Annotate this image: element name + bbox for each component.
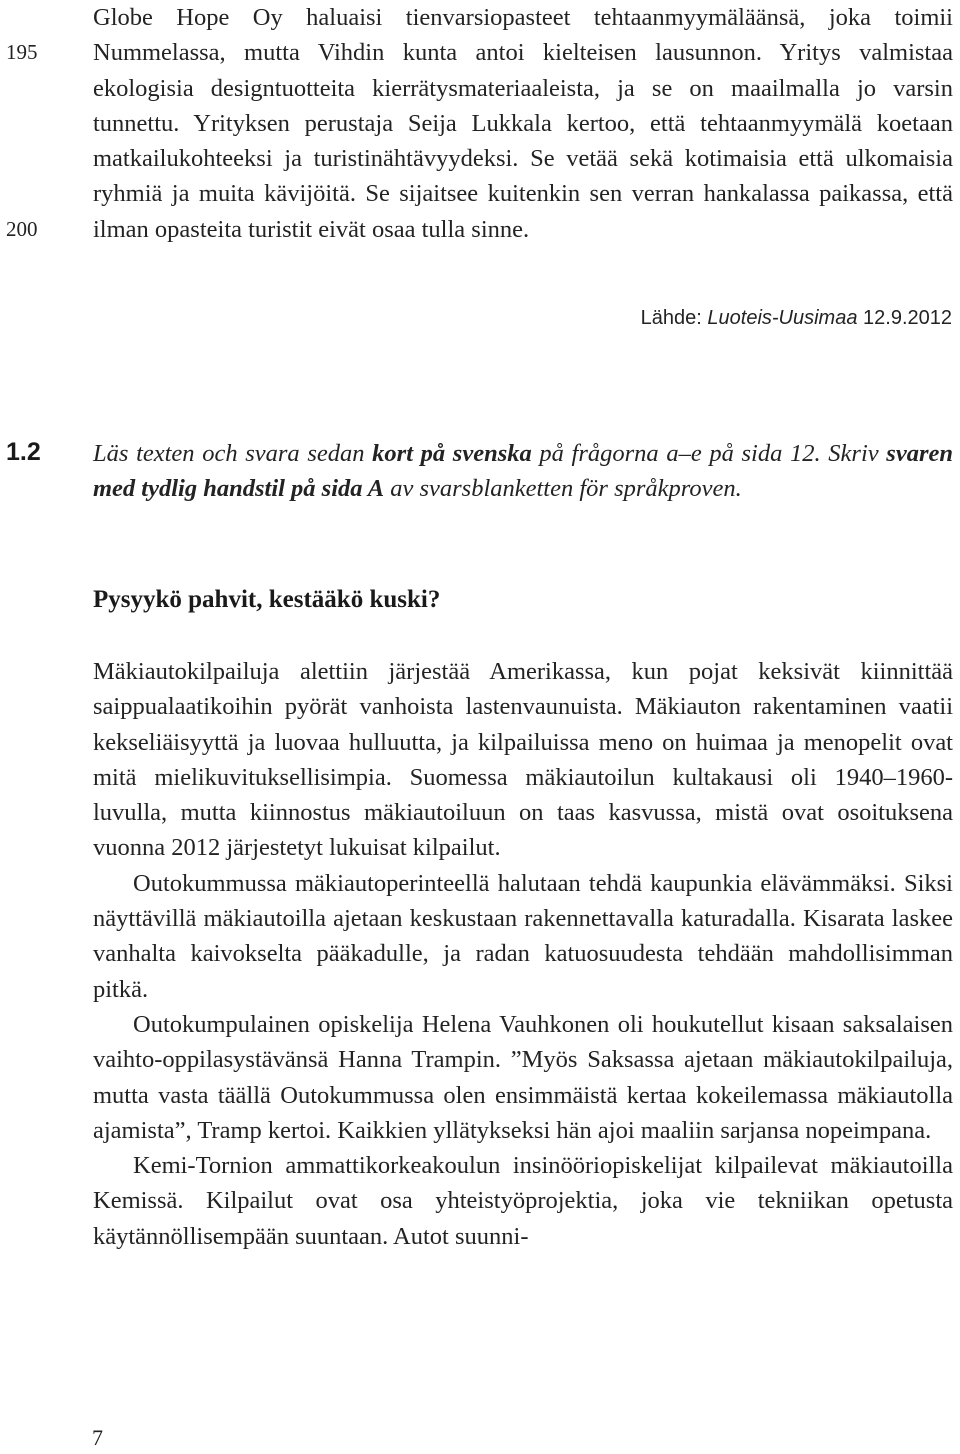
instructions-text-1: Läs texten och svara sedan — [93, 440, 373, 467]
instructions-text-2: på frågorna a–e på sida 12. Skriv — [531, 440, 887, 467]
article-paragraph-3: Outokumpulainen opiskelija Helena Vauhkonen oli houkutellut kisaan saksalaisen vaihto-oppilasystävänsä Hanna Trampin. ”Myös Saksassa ajetaan mäkiautokilpailuja, mutta vasta täällä Outokummussa olen ensimmäistä kertaa kokeilemassa mäkiautolla ajamista”, Tramp kertoi. Kaikkien yllätykseksi hän ajoi maaliin sarjansa nopeimpana. — [93, 1010, 953, 1144]
task-instructions — [93, 436, 953, 506]
instructions-text-3: av svarsblanketten för språkproven. — [384, 475, 742, 502]
top-passage — [93, 0, 953, 247]
task-number: 1.2 — [6, 438, 41, 466]
source-date: 12.9.2012 — [857, 307, 952, 329]
top-passage-paragraph: Globe Hope Oy haluaisi tienvarsiopasteet tehtaanmyymäläänsä, joka toimii Nummelassa, mutta Vihdin kunta antoi kielteisen lausunnon. Yritys valmistaa ekologisia designtuotteita kierrätysmateriaaleista, ja se on maailmalla jo varsin tunnettu. Yrityksen perustaja Seija Lukkala kertoo, että tehtaanmyymälä koetaan matkailukohteeksi ja turistinähtävyydeksi. Se vetää sekä kotimaisia että ulkomaisia ryhmiä ja muita kävijöitä. Se sijaitsee kuitenkin sen verran hankalassa paikassa, että ilman opasteita turistit eivät osaa tulla sinne. — [93, 4, 953, 243]
line-number-195: 195 — [6, 40, 38, 64]
article-paragraph-1: Mäkiautokilpailuja alettiin järjestää Amerikassa, kun pojat keksivät kiinnittää saippualaatikoihin pyörät vanhoista lastenvaunuista. Mäkiauton rakentaminen vaatii kekseliäisyyttä ja luovaa hulluutta, ja kilpailuissa meno on huimaa ja menopelit ovat mitä mielikuvituksellisimpia. Suomessa mäkiautoilun kultakausi oli 1940–1960-luvulla, mutta kiinnostus mäkiautoiluun on taas kasvussa, mistä ovat osoituksena vuonna 2012 järjestetyt lukuisat kilpailut. — [93, 658, 953, 862]
instructions-bold-2: svaren med tydlig handstil på sida A — [93, 440, 953, 502]
line-number-200: 200 — [6, 217, 38, 241]
article-title: Pysyykö pahvit, kestääkö kuski? — [93, 586, 441, 613]
article-paragraph-2: Outokummussa mäkiautoperinteellä halutaan tehdä kaupunkia elävämmäksi. Siksi näyttävillä mäkiautoilla ajetaan keskustaan rakennettavalla katuradalla. Kisarata laskee vanhalta kaivokselta pääkadulle, ja radan katuosuudesta tehdään mahdollisimman pitkä. — [93, 869, 953, 1003]
article-body — [93, 654, 953, 1254]
page-number: 7 — [92, 1425, 103, 1450]
source-publication: Luoteis-Uusimaa — [707, 307, 858, 329]
source-prefix: Lähde: — [640, 307, 708, 329]
source-citation — [641, 308, 952, 328]
instructions-bold-1: kort på svenska — [372, 440, 532, 467]
article-paragraph-4: Kemi-Tornion ammattikorkeakoulun insinööriopiskelijat kilpailevat mäkiautoilla Kemissä. Kilpailut ovat osa yhteistyöprojektia, joka vie tekniikan opetusta käytännöllisempään suuntaan. Autot suunni- — [93, 1152, 953, 1250]
